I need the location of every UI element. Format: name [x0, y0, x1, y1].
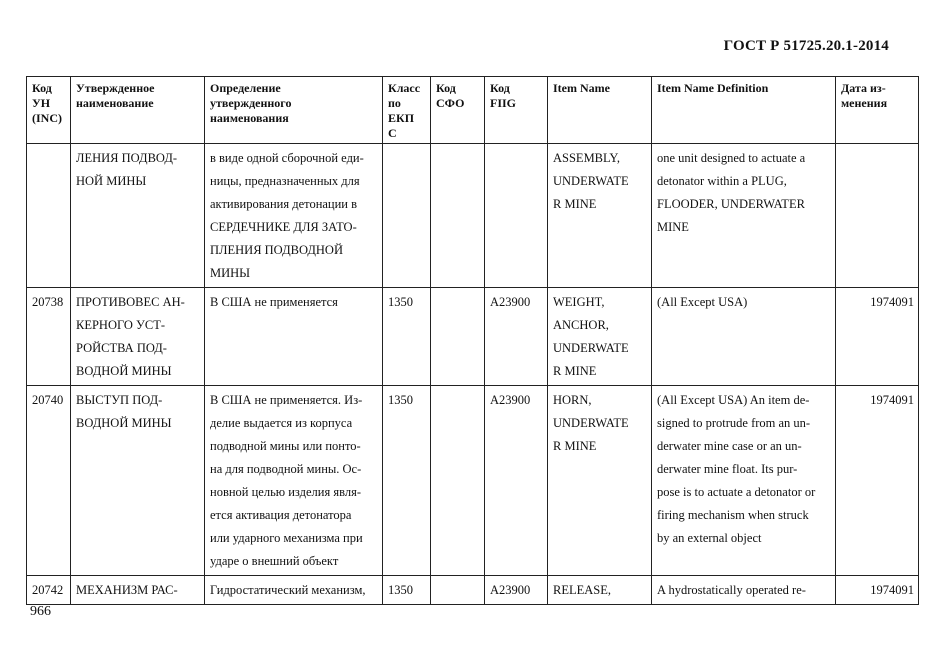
cell-line: by an external object	[657, 531, 762, 545]
cell-line: КЕРНОГО УСТ-	[76, 318, 166, 332]
header-line: СФО	[436, 96, 465, 110]
approved-name-cell	[71, 386, 205, 576]
table-row	[27, 576, 919, 605]
sfo-cell	[431, 576, 485, 605]
cell-line: ВЫСТУП ПОД-	[76, 393, 163, 407]
sfo-cell	[431, 288, 485, 386]
cell-line: derwater mine float. Its pur-	[657, 462, 798, 476]
cell-line: pose is to actuate a detonator or	[657, 485, 816, 499]
item-name-cell	[548, 386, 652, 576]
cell-line: МЕХАНИЗМ РАС-	[76, 583, 178, 597]
item-name-cell	[548, 576, 652, 605]
col-approved-name-header	[71, 77, 205, 144]
class-cell	[383, 144, 431, 288]
inc-cell	[27, 144, 71, 288]
cell-line: (All Except USA)	[657, 295, 748, 309]
fiig-cell: A23900	[485, 386, 548, 576]
cell-line: или ударного механизма при	[210, 531, 363, 545]
table-body	[27, 144, 919, 605]
cell-line: R MINE	[553, 364, 597, 378]
cell-line: UNDERWATE	[553, 174, 629, 188]
class-cell: 1350	[383, 386, 431, 576]
definition-cell	[205, 144, 383, 288]
item-definition-cell	[652, 386, 836, 576]
approved-name-cell	[71, 144, 205, 288]
cell-line: FLOODER, UNDERWATER	[657, 197, 805, 211]
header-line: наименования	[210, 111, 289, 125]
header-line: менения	[841, 96, 888, 110]
cell-line: HORN,	[553, 393, 592, 407]
col-class-header	[383, 77, 431, 144]
header-line: Утвержденное	[76, 81, 155, 95]
class-cell: 1350	[383, 288, 431, 386]
inc-cell: 20740	[27, 386, 71, 576]
cell-line: активирования детонации в	[210, 197, 358, 211]
header-line: С	[388, 126, 397, 140]
inc-cell: 20742	[27, 576, 71, 605]
header-line: УН	[32, 96, 51, 110]
cell-line: ANCHOR,	[553, 318, 609, 332]
inc-cell: 20738	[27, 288, 71, 386]
cell-line: СЕРДЕЧНИКЕ ДЛЯ ЗАТО-	[210, 220, 357, 234]
cell-line: РОЙСТВА ПОД-	[76, 341, 167, 355]
table-row	[27, 288, 919, 386]
cell-line: ВОДНОЙ МИНЫ	[76, 364, 172, 378]
definition-cell	[205, 288, 383, 386]
cell-line: UNDERWATE	[553, 341, 629, 355]
cell-line: делие выдается из корпуса	[210, 416, 353, 430]
header-line: утвержденного	[210, 96, 292, 110]
header-line: по	[388, 96, 401, 110]
fiig-cell	[485, 144, 548, 288]
cell-line: новной целью изделия явля-	[210, 485, 361, 499]
cell-line: A hydrostatically operated re-	[657, 583, 806, 597]
cell-line: one unit designed to actuate a	[657, 151, 806, 165]
header-line: Код	[436, 81, 456, 95]
cell-line: ЛЕНИЯ ПОДВОД-	[76, 151, 178, 165]
cell-line: Гидростатический механизм,	[210, 583, 366, 597]
fiig-cell: A23900	[485, 576, 548, 605]
cell-line: на для подводной мины. Ос-	[210, 462, 362, 476]
header-line: Класс	[388, 81, 421, 95]
catalog-table	[26, 76, 919, 605]
col-item-definition-header	[652, 77, 836, 144]
change-date-cell: 1974091	[836, 576, 919, 605]
cell-line: НОЙ МИНЫ	[76, 174, 147, 188]
cell-line: В США не применяется. Из-	[210, 393, 363, 407]
cell-line: в виде одной сборочной еди-	[210, 151, 364, 165]
table-row	[27, 144, 919, 288]
definition-cell	[205, 576, 383, 605]
col-item-name-header	[548, 77, 652, 144]
item-definition-cell	[652, 144, 836, 288]
cell-line: МИНЫ	[210, 266, 251, 280]
header-line: ЕКП	[388, 111, 415, 125]
table-row	[27, 386, 919, 576]
header-line: Определение	[210, 81, 281, 95]
cell-line: MINE	[657, 220, 689, 234]
header-line: Item Name	[553, 81, 610, 95]
sfo-cell	[431, 386, 485, 576]
approved-name-cell	[71, 576, 205, 605]
cell-line: подводной мины или понто-	[210, 439, 361, 453]
approved-name-cell	[71, 288, 205, 386]
change-date-cell: 1974091	[836, 288, 919, 386]
col-inc-header	[27, 77, 71, 144]
cell-line: R MINE	[553, 439, 597, 453]
definition-cell	[205, 386, 383, 576]
table-header-row	[27, 77, 919, 144]
page-number: 966	[30, 604, 51, 619]
header-line: (INC)	[32, 111, 62, 125]
cell-line: WEIGHT,	[553, 295, 605, 309]
cell-line: RELEASE,	[553, 583, 611, 597]
change-date-cell: 1974091	[836, 386, 919, 576]
cell-line: detonator within a PLUG,	[657, 174, 787, 188]
cell-line: В США не применяется	[210, 295, 338, 309]
cell-line: ASSEMBLY,	[553, 151, 620, 165]
cell-line: ницы, предназначенных для	[210, 174, 360, 188]
item-name-cell	[548, 288, 652, 386]
document-code: ГОСТ Р 51725.20.1-2014	[723, 38, 889, 54]
cell-line: firing mechanism when struck	[657, 508, 809, 522]
sfo-cell	[431, 144, 485, 288]
item-name-cell	[548, 144, 652, 288]
change-date-cell	[836, 144, 919, 288]
header-line: наименование	[76, 96, 154, 110]
col-definition-header	[205, 77, 383, 144]
item-definition-cell	[652, 576, 836, 605]
class-cell: 1350	[383, 576, 431, 605]
cell-line: derwater mine case or an un-	[657, 439, 802, 453]
cell-line: signed to protrude from an un-	[657, 416, 811, 430]
col-change-date-header	[836, 77, 919, 144]
cell-line: ВОДНОЙ МИНЫ	[76, 416, 172, 430]
col-fiig-header	[485, 77, 548, 144]
cell-line: R MINE	[553, 197, 597, 211]
cell-line: (All Except USA) An item de-	[657, 393, 810, 407]
header-line: Дата из-	[841, 81, 886, 95]
header-line: Код	[32, 81, 52, 95]
cell-line: ПРОТИВОВЕС АН-	[76, 295, 185, 309]
header-line: FIIG	[490, 96, 517, 110]
item-definition-cell	[652, 288, 836, 386]
cell-line: ется активация детонатора	[210, 508, 352, 522]
fiig-cell: A23900	[485, 288, 548, 386]
cell-line: ПЛЕНИЯ ПОДВОДНОЙ	[210, 243, 343, 257]
cell-line: ударе о внешний объект	[210, 554, 339, 568]
cell-line: UNDERWATE	[553, 416, 629, 430]
header-line: Item Name Definition	[657, 81, 769, 95]
col-sfo-header	[431, 77, 485, 144]
header-line: Код	[490, 81, 510, 95]
